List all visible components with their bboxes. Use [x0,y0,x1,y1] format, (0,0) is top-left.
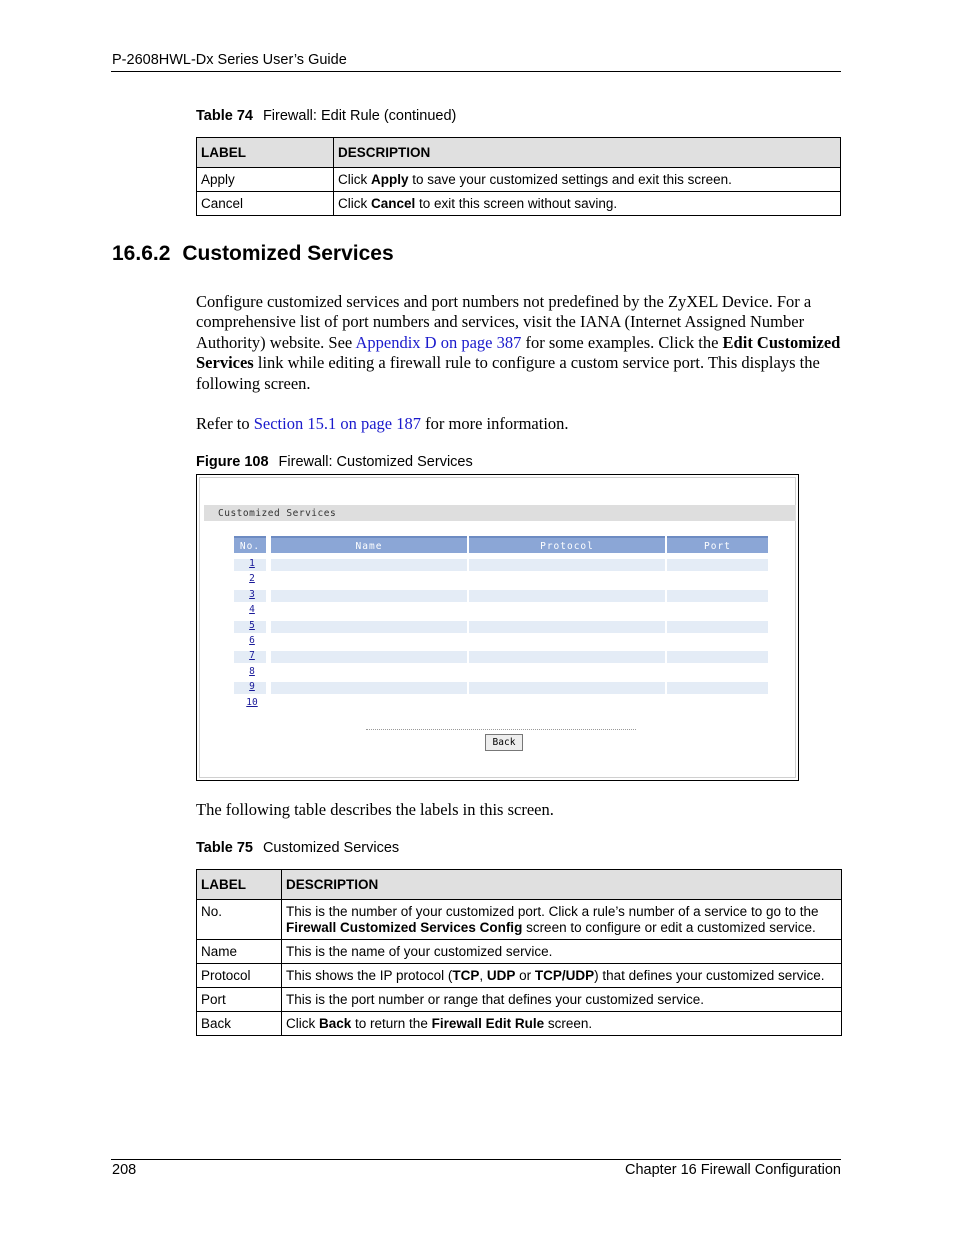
table-row [234,682,768,694]
page-number: 208 [112,1162,137,1178]
table-row [234,651,768,663]
column-header-name: Name [271,536,467,553]
table-row [197,900,842,940]
row-cell [271,651,467,663]
row-cell [469,682,665,694]
desc-text: This is the number of your customized port. Click a rule’s number of a service to go to the [286,904,819,919]
para-text: link while editing a firewall rule to configure a custom service port. This displays the following screen. [196,353,820,393]
row-cell [469,590,665,602]
desc-text: to return the [351,1016,432,1031]
desc-bold: UDP [486,968,516,983]
table75-row-description [282,1012,842,1036]
desc-bold: Firewall Edit Rule [431,1016,545,1031]
section-number: 16.6.2 [112,242,171,265]
intro-paragraph [196,292,842,394]
table-row [197,168,841,192]
row-cell [667,651,768,663]
desc-bold: TCP/UDP [534,968,595,983]
service-number-link[interactable]: 7 [249,650,255,662]
table74-row-description [334,168,841,192]
desc-text: Click [338,196,371,211]
screen-title: Customized Services [218,508,337,519]
table74-label: Table 74 [196,108,253,124]
table74-row-label: Cancel [197,192,334,216]
desc-text: to exit this screen without saving. [415,196,618,211]
desc-text: Click [286,1016,319,1031]
row-cell [271,590,467,602]
table-intro-paragraph: The following table describes the labels in this screen. [196,800,554,819]
table-row [234,559,768,571]
column-header-no: No. [234,536,266,553]
para-text: for some examples. Click the [521,332,723,352]
table74-row-description [334,192,841,216]
desc-text: , [479,968,487,983]
table74-col-description: DESCRIPTION [334,138,841,168]
table75-title: Customized Services [262,840,400,856]
table75-row-description: This is the port number or range that defines your customized service. [282,988,842,1012]
table75-row-label: Port [197,988,282,1012]
table-row [197,1012,842,1036]
section-link[interactable]: Section 15.1 on page 187 [253,414,421,433]
table74-header-row [197,138,841,168]
row-cell [271,559,467,571]
table74-row-label: Apply [197,168,334,192]
service-number-link[interactable]: 5 [249,619,255,631]
table-row [197,192,841,216]
row-cell [469,559,665,571]
service-number-link[interactable]: 1 [249,558,255,569]
table-row [197,988,842,1012]
table-row [234,621,768,633]
para-text: Configure customized services and port numbers not predefined by the ZyXEL Device. For a comprehensive list of port numbers and services, visit the IANA (Internet Assigned Number Authority) website. See [196,292,812,352]
figure-screenshot [196,474,799,781]
table75 [196,869,842,1036]
row-cell [667,559,768,571]
table-row [197,964,842,988]
desc-bold: Cancel [371,196,416,211]
row-cell [667,590,768,602]
row-cell [469,621,665,633]
table75-row-description [282,900,842,940]
table75-row-label: Name [197,940,282,964]
desc-text: screen to configure or edit a customized service. [522,920,816,935]
appendix-link[interactable]: Appendix D on page 387 [355,332,522,352]
table74-title: Firewall: Edit Rule (continued) [262,108,457,124]
section-title: Customized Services [182,242,394,265]
service-number-link[interactable]: 8 [249,665,255,677]
table75-col-description: DESCRIPTION [282,870,842,900]
service-number-link[interactable]: 6 [249,635,255,646]
service-number-link[interactable]: 10 [246,696,258,708]
separator-line [366,729,636,730]
row-cell [667,621,768,633]
footer-rule [111,1159,841,1160]
para-text: for more information. [421,414,569,433]
row-cell [667,682,768,694]
row-cell [271,621,467,633]
table-row [197,940,842,964]
table75-col-label: LABEL [197,870,282,900]
reference-paragraph [196,414,569,434]
desc-text: screen. [544,1016,593,1031]
table75-header-row [197,870,842,900]
screen-panel [199,477,796,778]
column-header-protocol: Protocol [469,536,665,553]
table74-col-label: LABEL [197,138,334,168]
figure-label: Figure 108 [196,454,269,470]
table75-caption [196,840,399,856]
table74 [196,137,841,216]
desc-bold: Back [319,1016,352,1031]
para-text: Refer to [196,414,254,433]
desc-text: to save your customized settings and exit this screen. [408,172,732,187]
table75-row-description [282,964,842,988]
row-cell [469,651,665,663]
desc-text: or [515,968,535,983]
header-rule [111,71,841,72]
chapter-title: Chapter 16 Firewall Configuration [625,1162,841,1178]
desc-text: Click [338,172,371,187]
figure-title: Firewall: Customized Services [278,454,473,470]
table75-row-description: This is the name of your customized service. [282,940,842,964]
desc-bold: TCP [452,968,480,983]
desc-text: ) that defines your customized service. [594,968,825,983]
figure-caption [196,454,473,470]
para-bold: Edit Customized Services [196,332,841,373]
desc-text: This shows the IP protocol ( [286,968,453,983]
service-number-link[interactable]: 4 [249,604,255,616]
desc-bold: Apply [371,172,409,187]
service-number-link[interactable]: 2 [249,573,255,585]
desc-bold: Firewall Customized Services Config [286,920,523,935]
running-header: P-2608HWL-Dx Series User’s Guide [112,52,347,68]
table75-label: Table 75 [196,840,253,856]
row-cell [271,682,467,694]
column-header-port: Port [667,536,768,553]
table74-caption [196,108,456,124]
section-heading [112,242,394,266]
service-number-link[interactable]: 9 [249,681,255,693]
service-number-link[interactable]: 3 [249,588,255,600]
table-row [234,590,768,602]
table75-row-label: Back [197,1012,282,1036]
back-button[interactable]: Back [485,734,523,751]
table75-row-label: Protocol [197,964,282,988]
table75-row-label: No. [197,900,282,940]
